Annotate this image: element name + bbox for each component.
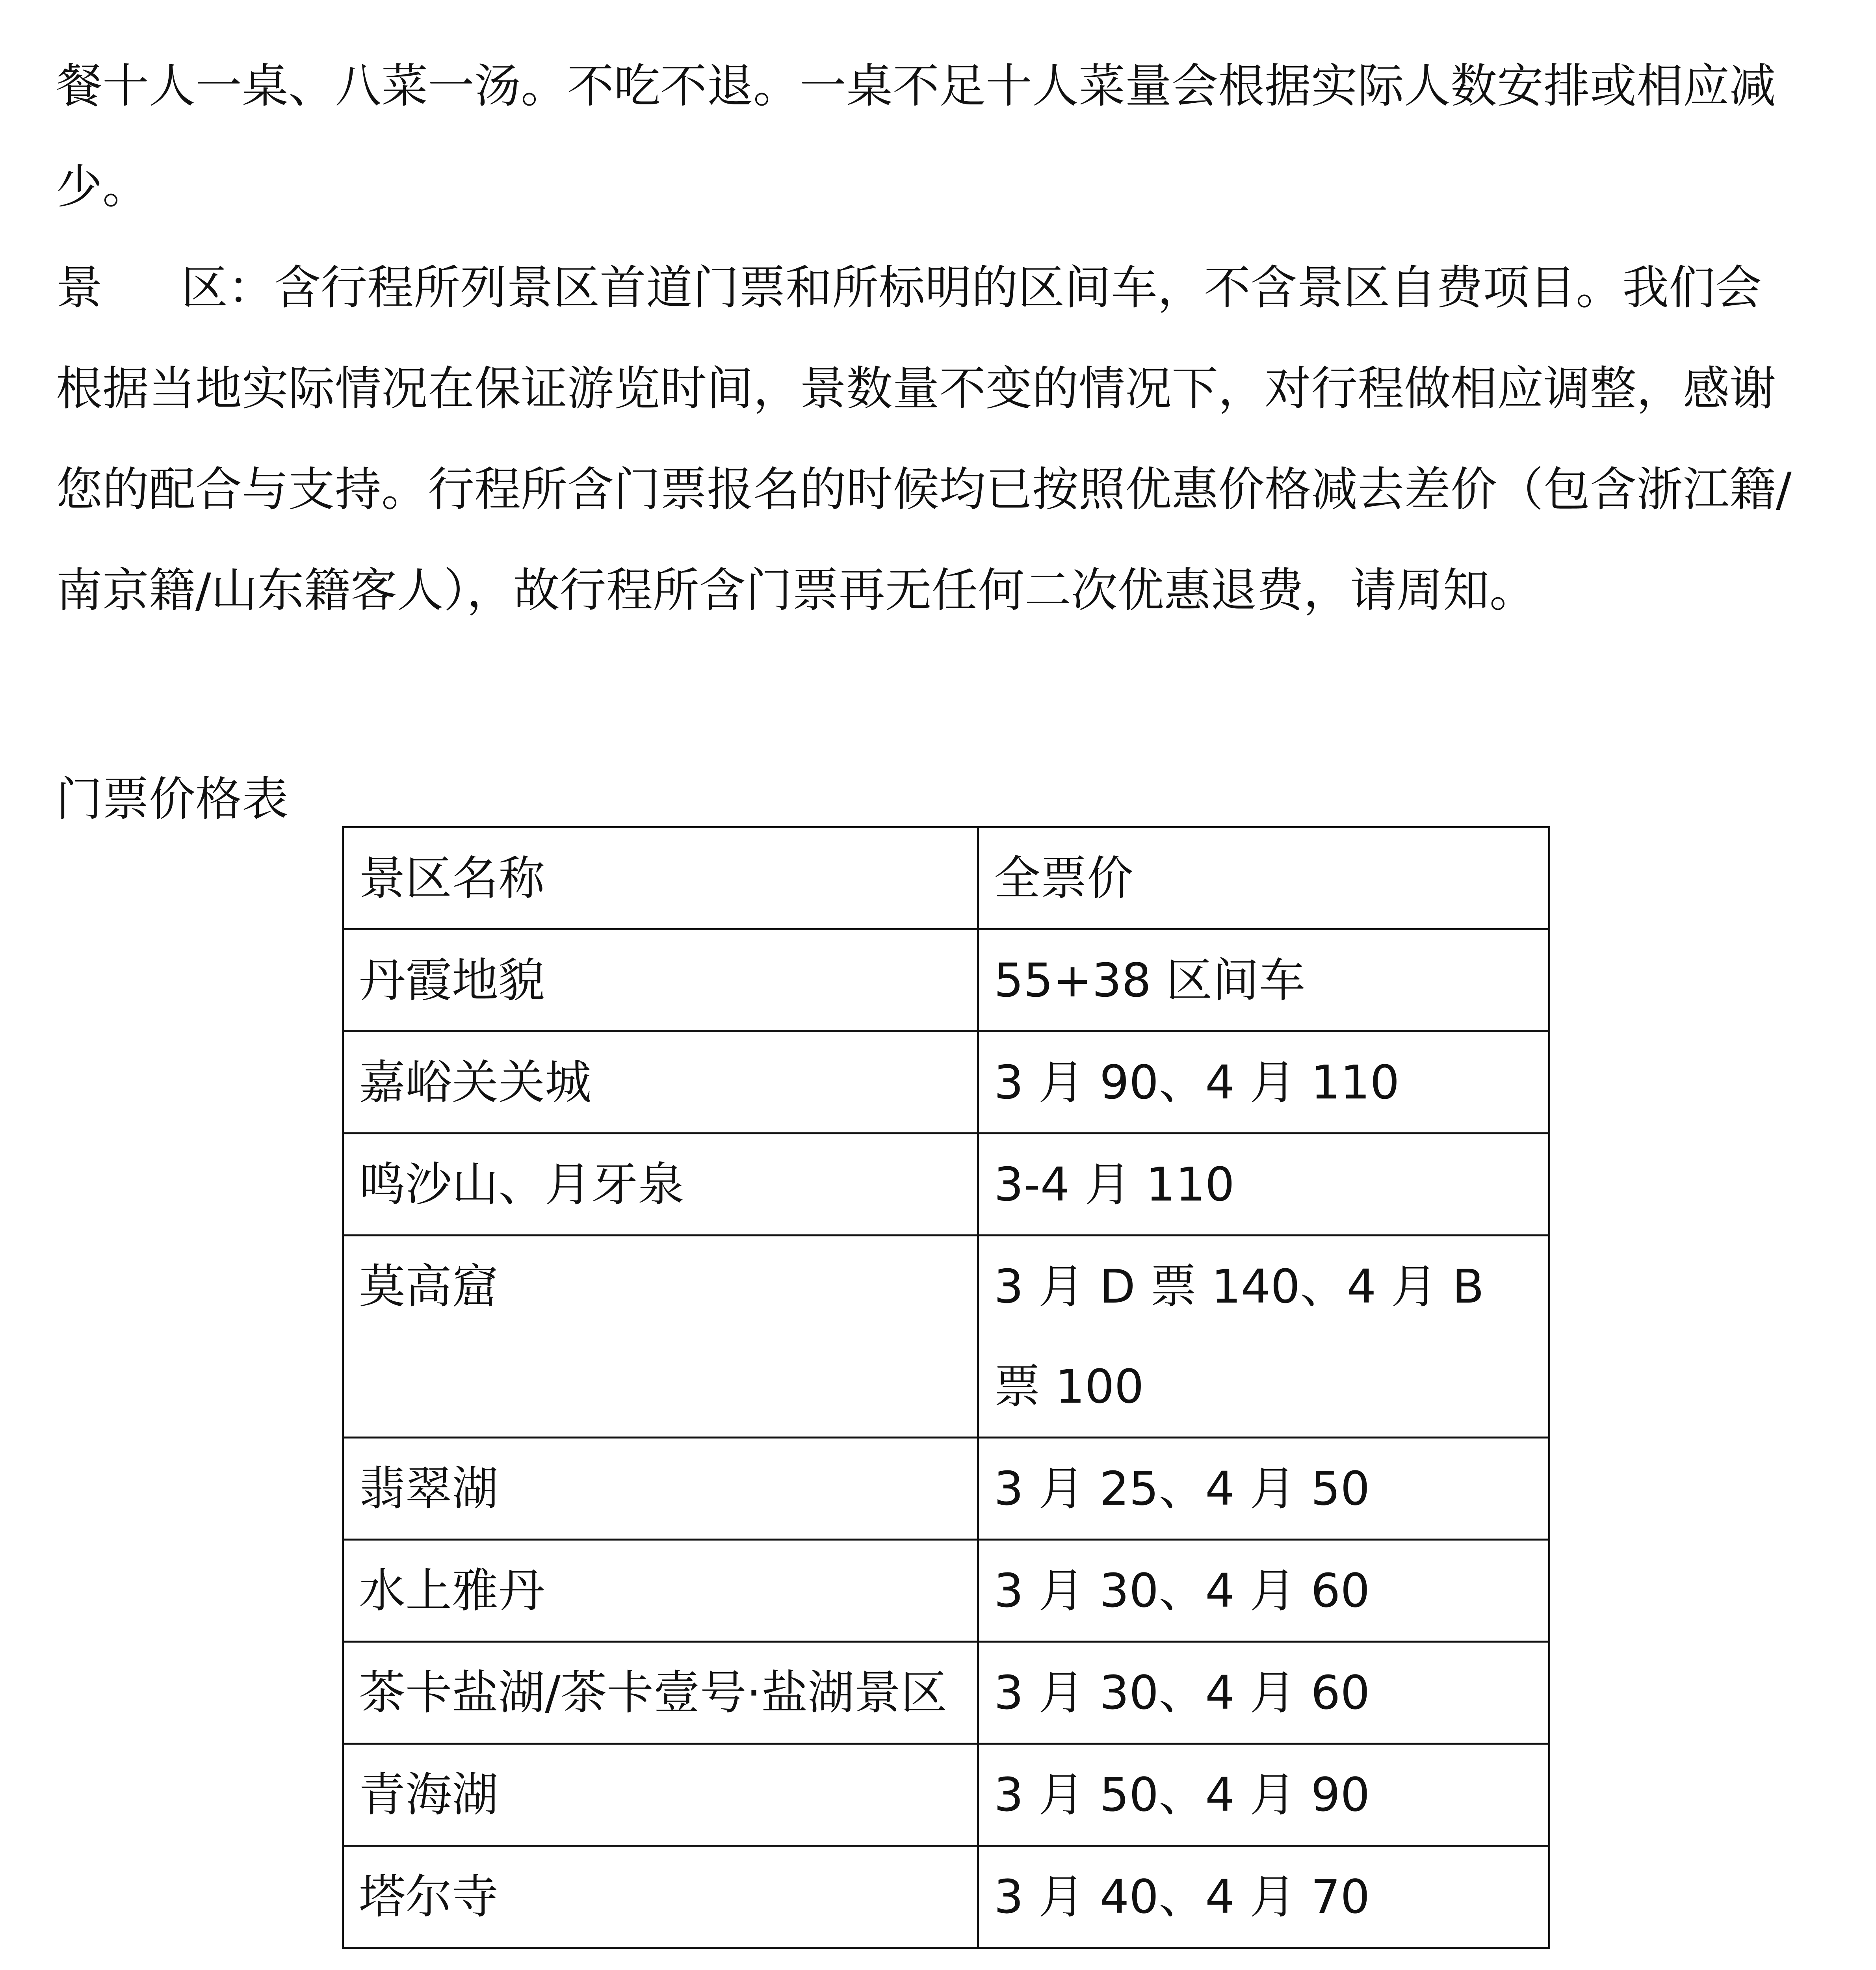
cell-price: 3 月 90、4 月 110 [978,1031,1549,1134]
table-row [343,1236,1549,1438]
ticket-table-caption: 门票价格表 [56,772,289,826]
table-row [343,1744,1549,1846]
scenic-paragraph [56,237,1797,641]
cell-price: 3 月 D 票 140、4 月 B 票 100 [978,1236,1549,1438]
table-row [343,1642,1549,1744]
cell-scenic-name: 水上雅丹 [343,1540,978,1642]
cell-price: 3 月 40、4 月 70 [978,1846,1549,1948]
header-cell-price: 全票价 [978,827,1549,929]
cell-scenic-name: 茶卡盐湖/茶卡壹号·盐湖景区 [343,1642,978,1744]
cell-scenic-name: 嘉峪关关城 [343,1031,978,1134]
cell-scenic-name: 鸣沙山、月牙泉 [343,1134,978,1236]
table-row [343,1540,1549,1642]
cell-scenic-name: 莫高窟 [343,1236,978,1438]
cell-price: 3 月 30、4 月 60 [978,1642,1549,1744]
cell-price: 3-4 月 110 [978,1134,1549,1236]
table-row [343,1846,1549,1948]
table-row [343,929,1549,1031]
cell-scenic-name: 青海湖 [343,1744,978,1846]
table-row [343,1134,1549,1236]
cell-scenic-name: 塔尔寺 [343,1846,978,1948]
cell-price: 55+38 区间车 [978,929,1549,1031]
table-row [343,1438,1549,1540]
scenic-label: 景 [56,260,103,315]
scenic-label-suffix: 区： [181,260,275,315]
table-header-row [343,827,1549,929]
cell-price: 3 月 30、4 月 60 [978,1540,1549,1642]
cell-scenic-name: 翡翠湖 [343,1438,978,1540]
meal-paragraph: 餐十人一桌、八菜一汤。不吃不退。一桌不足十人菜量会根据实际人数安排或相应减少。 [56,59,1776,214]
header-cell-name: 景区名称 [343,827,978,929]
table-row [343,1031,1549,1134]
cell-price: 3 月 50、4 月 90 [978,1744,1549,1846]
cell-scenic-name: 丹霞地貌 [343,929,978,1031]
cell-price: 3 月 25、4 月 50 [978,1438,1549,1540]
scenic-text: 含行程所列景区首道门票和所标明的区间车，不含景区自费项目。我们会根据当地实际情况在保证游览时间，景数量不变的情况下，对行程做相应调整，感谢您的配合与支持。行程所含门票报名的时候均已按照优惠价格减去差价（包含浙江籍/南京籍/山东籍客人），故行程所含门票再无任何二次优惠退费，请周知。 [56,260,1792,617]
ticket-price-table [342,826,1550,1949]
